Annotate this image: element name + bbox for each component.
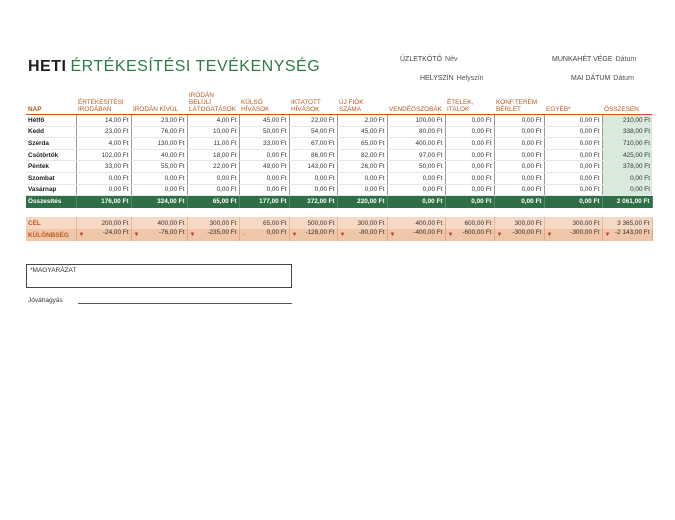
header-cell: IKTATOTT HÍVÁSOK <box>289 92 337 115</box>
header-cell: IRODÁN KÍVÜL <box>131 92 187 115</box>
value-cell[interactable]: 2,00 Ft <box>337 115 387 127</box>
difference-cell <box>544 229 602 241</box>
value-cell[interactable]: 0,00 Ft <box>131 172 187 184</box>
value-cell[interactable]: 0,00 Ft <box>239 172 289 184</box>
difference-cell <box>239 229 289 241</box>
total-cell: 2 061,00 Ft <box>602 196 652 208</box>
difference-cell <box>387 229 445 241</box>
total-cell: 65,00 Ft <box>187 196 239 208</box>
value-cell[interactable]: 0,00 Ft <box>544 149 602 161</box>
header-cell: KÜLSŐ HÍVÁSOK <box>239 92 289 115</box>
difference-value: -80,00 Ft <box>358 229 385 236</box>
header-cell: ÉRTÉKESÍTÉSI IRODÁBAN <box>76 92 131 115</box>
difference-value: -76,00 Ft <box>158 229 185 236</box>
total-cell: 324,00 Ft <box>131 196 187 208</box>
value-cell[interactable]: 33,00 Ft <box>76 161 131 173</box>
down-triangle-icon: ▼ <box>447 232 454 238</box>
down-triangle-icon: ▼ <box>291 232 298 238</box>
goal-row <box>26 217 652 229</box>
header-cell: KONF.TEREM BÉRLET <box>494 92 544 115</box>
day-cell: Csütörtök <box>26 149 76 161</box>
today-label: MAI DÁTUM <box>571 75 611 82</box>
table-row <box>26 184 652 196</box>
value-cell[interactable]: 0,00 Ft <box>445 138 494 150</box>
goal-label: CÉL <box>26 217 76 229</box>
difference-cell <box>187 229 239 241</box>
value-cell[interactable]: 23,00 Ft <box>131 115 187 127</box>
difference-value: 0,00 Ft <box>266 229 287 236</box>
value-cell[interactable]: 23,00 Ft <box>76 126 131 138</box>
value-cell[interactable]: 0,00 Ft <box>544 172 602 184</box>
total-row <box>26 196 652 208</box>
goal-cell[interactable]: 400,00 Ft <box>131 217 187 229</box>
value-cell[interactable]: 22,00 Ft <box>187 161 239 173</box>
table-row <box>26 149 652 161</box>
value-cell[interactable]: 130,00 Ft <box>131 138 187 150</box>
header-cell: ÚJ FIÓK SZÁMA <box>337 92 387 115</box>
total-cell: 176,00 Ft <box>76 196 131 208</box>
difference-cell <box>445 229 494 241</box>
value-cell[interactable]: 97,00 Ft <box>387 149 445 161</box>
approval-signature-line[interactable] <box>78 303 292 304</box>
difference-value: -300,00 Ft <box>512 229 542 236</box>
day-cell: Szombat <box>26 172 76 184</box>
total-cell: 0,00 Ft <box>494 196 544 208</box>
goal-cell[interactable]: 300,00 Ft <box>187 217 239 229</box>
location-field <box>420 75 484 82</box>
down-triangle-icon: ▼ <box>496 232 503 238</box>
value-cell[interactable]: 80,00 Ft <box>387 126 445 138</box>
today-value[interactable]: Dátum <box>613 75 634 82</box>
value-cell[interactable]: 0,00 Ft <box>494 138 544 150</box>
header-cell: NAP <box>26 92 76 115</box>
goal-cell[interactable]: 300,00 Ft <box>337 217 387 229</box>
value-cell[interactable]: 400,00 Ft <box>387 138 445 150</box>
value-cell[interactable]: 0,00 Ft <box>289 172 337 184</box>
table-body <box>26 115 652 208</box>
value-cell[interactable]: 0,00 Ft <box>494 161 544 173</box>
header-cell: EGYÉB* <box>544 92 602 115</box>
value-cell[interactable]: 65,00 Ft <box>337 138 387 150</box>
value-cell[interactable]: 0,00 Ft <box>76 184 131 196</box>
difference-value: -400,00 Ft <box>413 229 443 236</box>
value-cell[interactable]: 0,00 Ft <box>494 184 544 196</box>
value-cell[interactable]: 0,00 Ft <box>239 184 289 196</box>
value-cell[interactable]: 45,00 Ft <box>337 126 387 138</box>
goal-cell[interactable]: 300,00 Ft <box>544 217 602 229</box>
goal-cell[interactable]: 400,00 Ft <box>387 217 445 229</box>
equal-icon: ⇔ <box>241 232 248 238</box>
value-cell[interactable]: 33,00 Ft <box>239 138 289 150</box>
value-cell[interactable]: 0,00 Ft <box>494 126 544 138</box>
total-cell: 0,00 Ft <box>445 196 494 208</box>
value-cell[interactable]: 0,00 Ft <box>544 184 602 196</box>
value-cell[interactable]: 0,00 Ft <box>544 115 602 127</box>
goal-cell[interactable]: 300,00 Ft <box>494 217 544 229</box>
day-cell: Vasárnap <box>26 184 76 196</box>
difference-label: KÜLÖNBSÉG <box>26 229 76 241</box>
value-cell[interactable]: 0,00 Ft <box>289 184 337 196</box>
value-cell[interactable]: 0,00 Ft <box>494 149 544 161</box>
difference-value: -24,00 Ft <box>102 229 129 236</box>
title-bold: HETI <box>28 58 67 75</box>
value-cell[interactable]: 0,00 Ft <box>445 115 494 127</box>
week-end-value[interactable]: Dátum <box>615 56 637 63</box>
row-total-cell: 0,00 Ft <box>602 172 652 184</box>
down-triangle-icon: ▼ <box>133 232 140 238</box>
value-cell[interactable]: 0,00 Ft <box>494 172 544 184</box>
row-total-cell: 338,00 Ft <box>602 126 652 138</box>
row-total-cell: 0,00 Ft <box>602 184 652 196</box>
value-cell[interactable]: 0,00 Ft <box>544 138 602 150</box>
total-cell: 177,00 Ft <box>239 196 289 208</box>
goal-cell[interactable]: 600,00 Ft <box>445 217 494 229</box>
value-cell[interactable]: 0,00 Ft <box>387 184 445 196</box>
value-cell[interactable]: 26,00 Ft <box>337 161 387 173</box>
value-cell[interactable]: 67,00 Ft <box>289 138 337 150</box>
value-cell[interactable]: 50,00 Ft <box>387 161 445 173</box>
value-cell[interactable]: 22,00 Ft <box>289 115 337 127</box>
difference-cell <box>494 229 544 241</box>
value-cell[interactable]: 0,00 Ft <box>337 172 387 184</box>
value-cell[interactable]: 82,00 Ft <box>337 149 387 161</box>
agent-label: ÜZLETKÖTŐ <box>400 56 443 63</box>
row-total-cell: 425,00 Ft <box>602 149 652 161</box>
value-cell[interactable]: 143,00 Ft <box>289 161 337 173</box>
value-cell[interactable]: 14,00 Ft <box>76 115 131 127</box>
title-rest: ÉRTÉKESÍTÉSI TEVÉKENYSÉG <box>70 58 321 75</box>
value-cell[interactable]: 0,00 Ft <box>187 184 239 196</box>
value-cell[interactable]: 0,00 Ft <box>131 184 187 196</box>
table-row <box>26 138 652 150</box>
row-total-cell: 210,00 Ft <box>602 115 652 127</box>
row-total-cell: 378,00 Ft <box>602 161 652 173</box>
value-cell[interactable]: 0,00 Ft <box>445 172 494 184</box>
value-cell[interactable]: 11,00 Ft <box>187 138 239 150</box>
total-cell: 0,00 Ft <box>544 196 602 208</box>
down-triangle-icon: ▼ <box>339 232 346 238</box>
down-triangle-icon: ▼ <box>604 232 611 238</box>
value-cell[interactable]: 18,00 Ft <box>187 149 239 161</box>
difference-value: -2 143,00 Ft <box>615 229 650 236</box>
value-cell[interactable]: 55,00 Ft <box>131 161 187 173</box>
difference-cell <box>289 229 337 241</box>
value-cell[interactable]: 0,00 Ft <box>239 149 289 161</box>
today-field <box>571 75 634 82</box>
goal-cell[interactable]: 500,00 Ft <box>289 217 337 229</box>
value-cell[interactable]: 76,00 Ft <box>131 126 187 138</box>
value-cell[interactable]: 0,00 Ft <box>445 184 494 196</box>
approval-label: Jóváhagyás <box>28 297 63 304</box>
value-cell[interactable]: 0,00 Ft <box>445 161 494 173</box>
value-cell[interactable]: 54,00 Ft <box>289 126 337 138</box>
goal-cell[interactable]: 3 365,00 Ft <box>602 217 652 229</box>
value-cell[interactable]: 4,00 Ft <box>187 115 239 127</box>
difference-row <box>26 229 652 241</box>
difference-value: -235,00 Ft <box>207 229 237 236</box>
difference-value: -128,00 Ft <box>305 229 335 236</box>
value-cell[interactable]: 0,00 Ft <box>544 126 602 138</box>
row-total-cell: 710,00 Ft <box>602 138 652 150</box>
down-triangle-icon: ▼ <box>546 232 553 238</box>
value-cell[interactable]: 0,00 Ft <box>387 172 445 184</box>
week-end-field <box>552 56 636 63</box>
value-cell[interactable]: 86,00 Ft <box>289 149 337 161</box>
value-cell[interactable]: 100,00 Ft <box>387 115 445 127</box>
value-cell[interactable]: 45,00 Ft <box>239 115 289 127</box>
day-cell: Kedd <box>26 126 76 138</box>
value-cell[interactable]: 0,00 Ft <box>494 115 544 127</box>
value-cell[interactable]: 0,00 Ft <box>337 184 387 196</box>
total-label: Összesítés <box>26 196 76 208</box>
agent-field <box>400 56 457 63</box>
value-cell[interactable]: 0,00 Ft <box>544 161 602 173</box>
value-cell[interactable]: 49,00 Ft <box>239 161 289 173</box>
week-end-label: MUNKAHÉT VÉGE <box>552 56 613 63</box>
value-cell[interactable]: 10,00 Ft <box>187 126 239 138</box>
goal-table <box>26 217 653 241</box>
table-row <box>26 161 652 173</box>
value-cell[interactable]: 4,00 Ft <box>76 138 131 150</box>
value-cell[interactable]: 50,00 Ft <box>239 126 289 138</box>
table-row <box>26 172 652 184</box>
goal-cell[interactable]: 65,00 Ft <box>239 217 289 229</box>
difference-cell <box>337 229 387 241</box>
value-cell[interactable]: 0,00 Ft <box>76 172 131 184</box>
difference-cell <box>602 229 652 241</box>
value-cell[interactable]: 0,00 Ft <box>445 149 494 161</box>
total-cell: 372,00 Ft <box>289 196 337 208</box>
total-cell: 220,00 Ft <box>337 196 387 208</box>
value-cell[interactable]: 102,00 Ft <box>76 149 131 161</box>
day-cell: Péntek <box>26 161 76 173</box>
sales-activity-table <box>26 92 653 208</box>
value-cell[interactable]: 40,00 Ft <box>131 149 187 161</box>
header-cell: ÖSSZESEN <box>602 92 652 115</box>
goal-body <box>26 217 652 241</box>
difference-value: -600,00 Ft <box>462 229 492 236</box>
header-cell: IRODÁN BELÜLI LÁTOGATÁSOK <box>187 92 239 115</box>
down-triangle-icon: ▼ <box>78 232 85 238</box>
value-cell[interactable]: 0,00 Ft <box>187 172 239 184</box>
table-row <box>26 126 652 138</box>
goal-cell[interactable]: 200,00 Ft <box>76 217 131 229</box>
difference-cell <box>131 229 187 241</box>
day-cell: Szerda <box>26 138 76 150</box>
agent-value[interactable]: Név <box>445 56 458 63</box>
location-value[interactable]: Helyszín <box>456 75 484 82</box>
down-triangle-icon: ▼ <box>389 232 396 238</box>
down-triangle-icon: ▼ <box>189 232 196 238</box>
table-row <box>26 115 652 127</box>
header-cell: VENDÉGSZOBÁK <box>387 92 445 115</box>
location-label: HELYSZÍN <box>420 75 454 82</box>
header-row <box>26 92 652 115</box>
notes-label: *MAGYARÁZAT <box>30 267 77 274</box>
difference-value: -300,00 Ft <box>570 229 600 236</box>
day-cell: Hétfő <box>26 115 76 127</box>
header-cell: ÉTELEK, ITALOK <box>445 92 494 115</box>
difference-cell <box>76 229 131 241</box>
total-cell: 0,00 Ft <box>387 196 445 208</box>
page-title <box>28 58 320 76</box>
value-cell[interactable]: 0,00 Ft <box>445 126 494 138</box>
notes-box[interactable] <box>26 264 292 288</box>
